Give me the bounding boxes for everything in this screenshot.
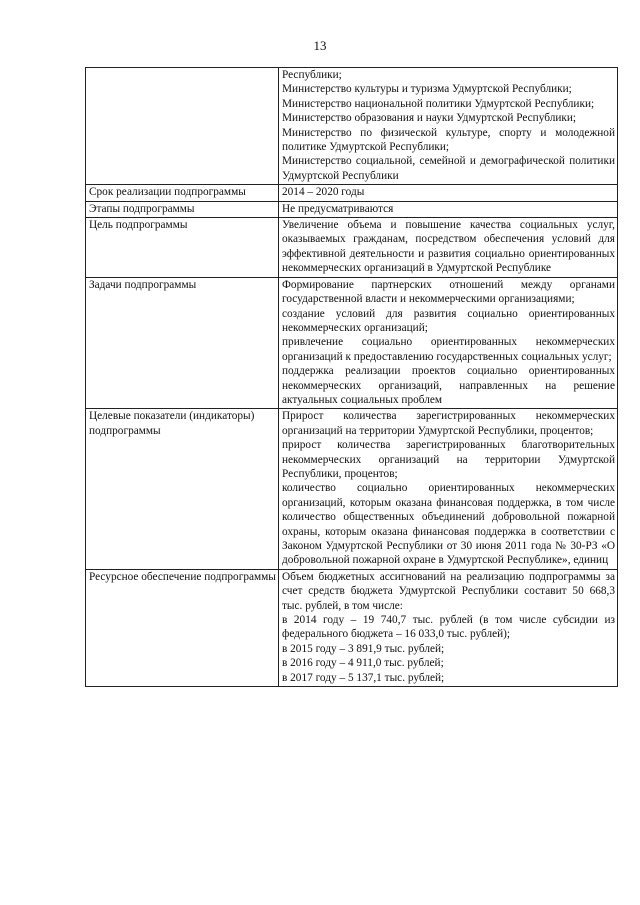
subprogram-passport-table — [85, 67, 618, 687]
row-label — [86, 68, 279, 185]
row-value — [279, 218, 618, 278]
value-line: привлечение социально ориентированных некоммерческих организаций к предоставлению государственных социальных услуг; — [282, 336, 615, 363]
table-row — [86, 185, 618, 201]
value-line: поддержка реализации проектов социально ориентированных некоммерческих организаций, направленных на решение актуальных социальных проблем — [282, 365, 615, 406]
value-line: Республики; — [282, 69, 342, 81]
row-label: Ресурсное обеспечение подпрограммы — [86, 569, 279, 686]
table-row — [86, 409, 618, 569]
row-value — [279, 569, 618, 686]
row-label: Цель подпрограммы — [86, 218, 279, 278]
value-line: Не предусматриваются — [282, 202, 394, 215]
value-line: Формирование партнерских отношений между органами государственной власти и некоммерческими организациями; — [282, 278, 615, 306]
value-line: в 2017 году – 5 137,1 тыс. рублей; — [282, 671, 445, 684]
table-row — [86, 277, 618, 409]
value-line: в 2016 году – 4 911,0 тыс. рублей; — [282, 657, 444, 670]
value-line: в 2015 году – 3 891,9 тыс. рублей; — [282, 642, 445, 655]
row-value — [279, 409, 618, 569]
row-value — [279, 277, 618, 409]
row-label: Этапы подпрограммы — [86, 201, 279, 217]
row-value — [279, 201, 618, 217]
value-line: Министерство по физической культуре, спорту и молодежной политике Удмуртской Республики; — [282, 126, 615, 154]
value-line: в 2014 году – 19 740,7 тыс. рублей (в том числе субсидии из федерального бюджета – 16 033,0 тыс. рублей); — [282, 614, 615, 641]
table-row — [86, 218, 618, 278]
value-line: Министерство национальной политики Удмуртской Республики; — [282, 97, 595, 110]
value-line: Министерство культуры и туризма Удмуртской Республики; — [282, 83, 572, 96]
row-value — [279, 68, 618, 185]
value-line: прирост количества зарегистрированных благотворительных некоммерческих организаций на территории Удмуртской Республики, процентов; — [282, 439, 615, 480]
page-number: 13 — [313, 38, 327, 53]
value-line: Прирост количества зарегистрированных некоммерческих организаций на территории Удмуртской Республики, процентов; — [282, 410, 615, 437]
value-line: создание условий для развития социально ориентированных некоммерческих организаций; — [282, 307, 615, 334]
row-label: Задачи подпрограммы — [86, 277, 279, 409]
row-label: Целевые показатели (индикаторы) подпрограммы — [86, 409, 279, 569]
value-line: Министерство образования и науки Удмуртской Республики; — [282, 112, 577, 125]
value-line: количество социально ориентированных некоммерческих организаций, которым оказана финансовая поддержка, в том числе количество общественных объединений добровольной пожарной охраны, которым оказана финансовая поддержка в соответствии с Законом Удмуртской Республики от 30 июня 2011 года № 30-РЗ «О добровольной пожарной охране в Удмуртской Республике», единиц — [282, 482, 615, 567]
value-line: Увеличение объема и повышение качества социальных услуг, оказываемых гражданам, посредством обеспечения условий для эффективной деятельности и развития социально ориентированных некоммерческих организаций в Удмуртской Республике — [282, 219, 615, 275]
table-row — [86, 201, 618, 217]
value-line: Министерство социальной, семейной и демографической политики Удмуртской Республики — [282, 155, 615, 182]
table-row — [86, 68, 618, 185]
value-line: 2014 – 2020 годы — [282, 186, 365, 199]
value-line: Объем бюджетных ассигнований на реализацию подпрограммы за счет средств бюджета Удмуртской Республики составит 50 668,3 тыс. рублей, в том числе: — [282, 570, 615, 612]
row-label: Срок реализации подпрограммы — [86, 185, 279, 201]
row-value — [279, 185, 618, 201]
table-row — [86, 569, 618, 686]
